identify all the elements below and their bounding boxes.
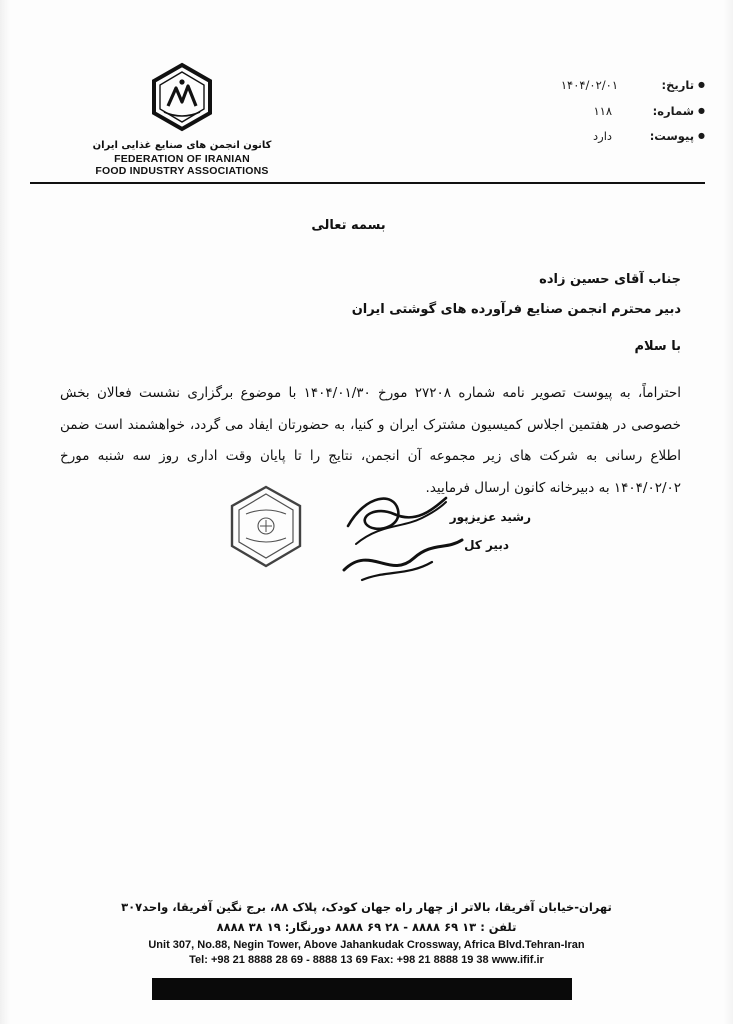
signer-name: رشید عزیزپور	[449, 510, 531, 524]
bullet-icon: ●	[698, 80, 705, 89]
meta-value-date: ۱۴۰۴/۰۲/۰۱	[560, 78, 619, 92]
signature-block	[60, 478, 681, 608]
header-divider	[30, 182, 705, 184]
bullet-icon: ●	[698, 105, 705, 115]
meta-row-attachment	[515, 131, 705, 143]
org-name-en-line2: FOOD INDUSTRY ASSOCIATIONS	[95, 165, 269, 178]
meta-row-number	[515, 103, 705, 118]
org-name-fa: کانون انجمن های صنایع غذایی ایران	[92, 140, 272, 151]
footer-contact-en: Tel: +98 21 8888 28 69 - 8888 13 69 Fax: +98 21 8888 19 38 www.ifif.ir	[189, 954, 544, 966]
redaction-bar	[152, 978, 572, 1000]
handwritten-signature-icon	[336, 484, 486, 594]
meta-row-date	[515, 80, 705, 92]
footer-address-fa: تهران-خیابان آفریقا، بالاتر از چهار راه جهان کودک، پلاک ۸۸، برج نگین آفریقا، واحد۳۰۷	[121, 900, 612, 914]
signer-title: دبیر کل	[464, 538, 509, 552]
org-name-en-line1: FEDERATION OF IRANIAN	[114, 153, 250, 165]
basmalah-text: بسمه تعالی	[311, 218, 386, 233]
meta-label-number: شماره:	[652, 103, 695, 118]
salutation: با سلام	[634, 339, 681, 354]
official-round-stamp-icon	[226, 484, 306, 570]
meta-value-number: ۱۱۸	[593, 103, 613, 118]
letter-footer	[0, 900, 733, 966]
addressee-line-2: دبیر محترم انجمن صنایع فرآورده های گوشتی ایران	[351, 302, 681, 317]
addressee-block	[60, 267, 681, 323]
footer-phone-fa: تلفن : ۱۳ ۶۹ ۸۸۸۸ - ۲۸ ۶۹ ۸۸۸۸ دورنگار: ۱۹ ۳۸ ۸۸۸۸	[216, 920, 517, 934]
meta-label-date: تاریخ:	[661, 78, 695, 92]
letter-meta-block	[515, 80, 705, 157]
meta-label-attachment: پیوست:	[649, 129, 695, 143]
letterhead	[0, 62, 733, 182]
organization-logo-block	[32, 62, 332, 177]
hexagon-seal-logo-icon	[146, 62, 218, 134]
basmalah-line	[60, 218, 681, 233]
bullet-icon: ●	[698, 131, 705, 140]
letter-body	[60, 200, 681, 505]
addressee-line-1: جناب آقای حسین زاده	[539, 272, 681, 287]
letter-paragraph: احتراماً، به پیوست تصویر نامه شماره ۲۷۲۰۸ مورخ ۱۴۰۴/۰۱/۳۰ با موضوع برگزاری نشست فعالان بخش خصوصی در هفتمین اجلاس کمیسیون مشترک ایران و کنیا، به حضورتان ایفاد می گردد، خواهشمند است ضمن اطلاع رسانی به شرکت های زیر مجموعه آن انجمن، نتایج را تا پایان وقت اداری روز سه شنبه مورخ ۱۴۰۴/۰۲/۰۲ به دبیرخانه کانون ارسال فرمایید.	[60, 385, 681, 497]
footer-address-en: Unit 307, No.88, Negin Tower, Above Jahankudak Crossway, Africa Blvd.Tehran-Iran	[148, 939, 585, 951]
meta-value-attachment: دارد	[593, 129, 613, 143]
